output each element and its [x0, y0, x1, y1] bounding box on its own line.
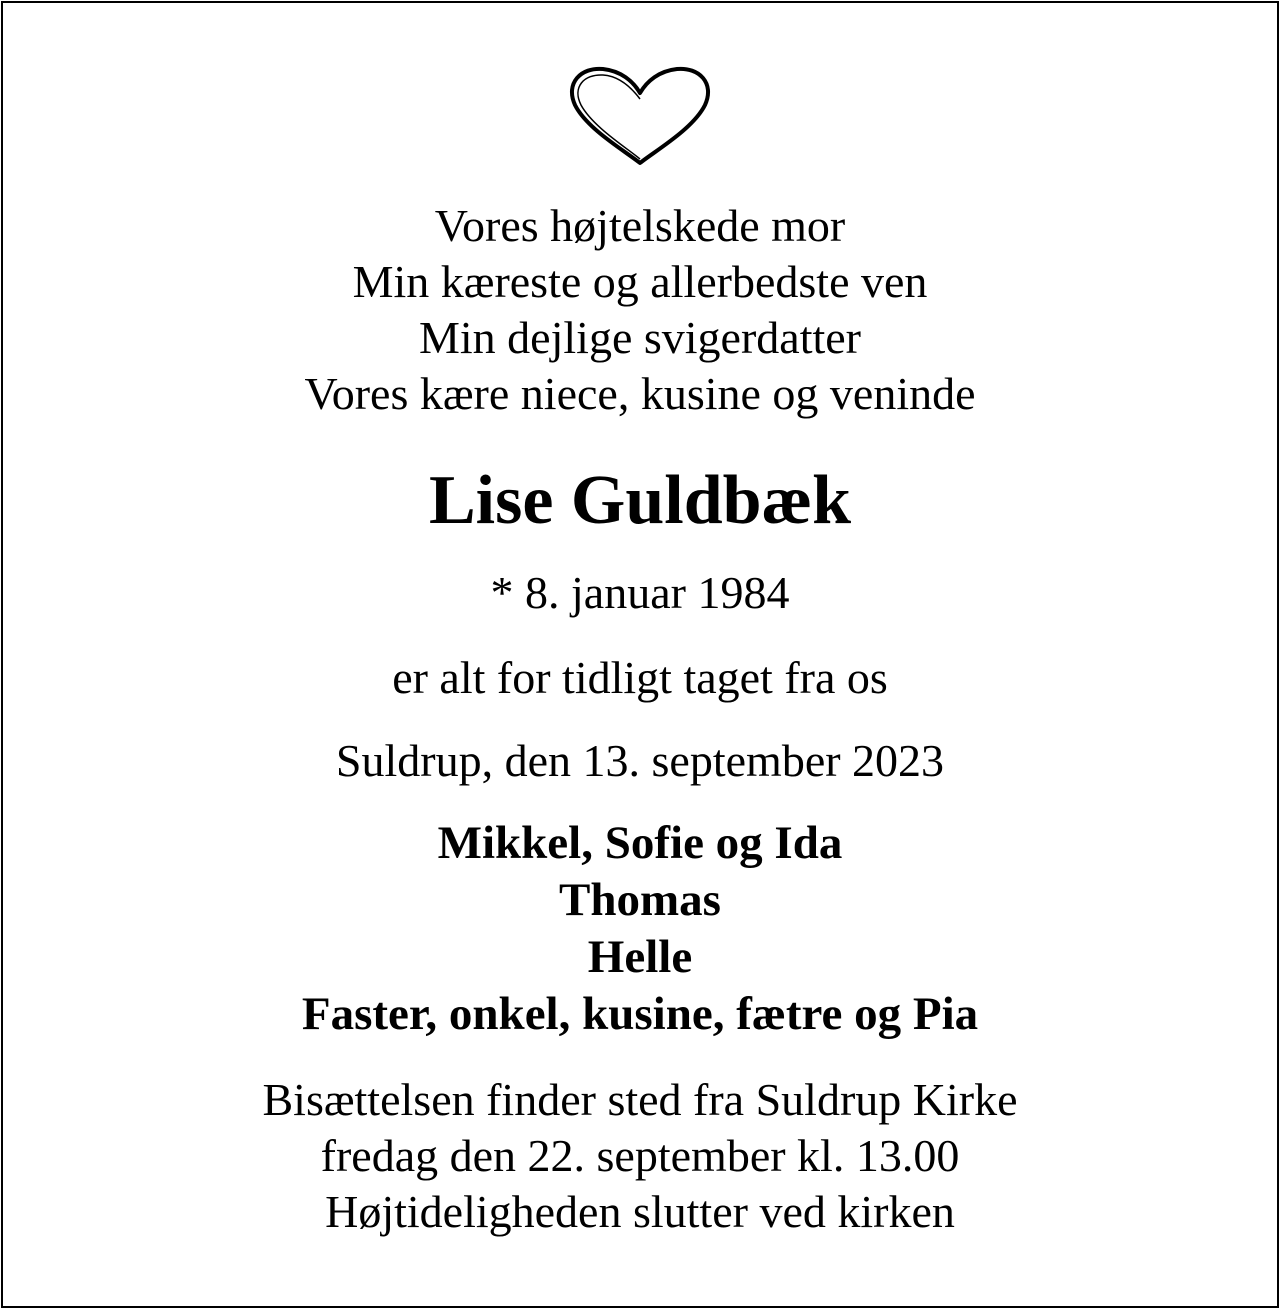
intro-line-2: Min kæreste og allerbedste ven	[352, 256, 928, 307]
intro-lines	[0, 198, 1280, 422]
intro-line-1: Vores højtelskede mor	[434, 200, 846, 251]
heart-icon	[567, 63, 713, 169]
funeral-line-2: fredag den 22. september kl. 13.00	[320, 1130, 960, 1181]
funeral-info	[0, 1072, 1280, 1240]
survivor-line-1: Mikkel, Sofie og Ida	[437, 817, 843, 869]
deceased-name: Lise Guldbæk	[428, 462, 852, 539]
place-and-date: Suldrup, den 13. september 2023	[335, 735, 945, 786]
funeral-line-3: Højtideligheden slutter ved kirken	[325, 1186, 955, 1237]
survivor-line-3: Helle	[587, 931, 693, 983]
intro-line-4: Vores kære niece, kusine og veninde	[304, 368, 976, 419]
survivor-line-2: Thomas	[559, 874, 721, 926]
intro-line-3: Min dejlige svigerdatter	[419, 312, 861, 363]
survivors-list	[0, 815, 1280, 1043]
funeral-line-1: Bisættelsen finder sted fra Suldrup Kirke	[262, 1074, 1018, 1125]
birth-date: * 8. januar 1984	[490, 567, 790, 618]
survivor-line-4: Faster, onkel, kusine, fætre og Pia	[301, 988, 979, 1040]
passing-phrase: er alt for tidligt taget fra os	[392, 652, 888, 703]
